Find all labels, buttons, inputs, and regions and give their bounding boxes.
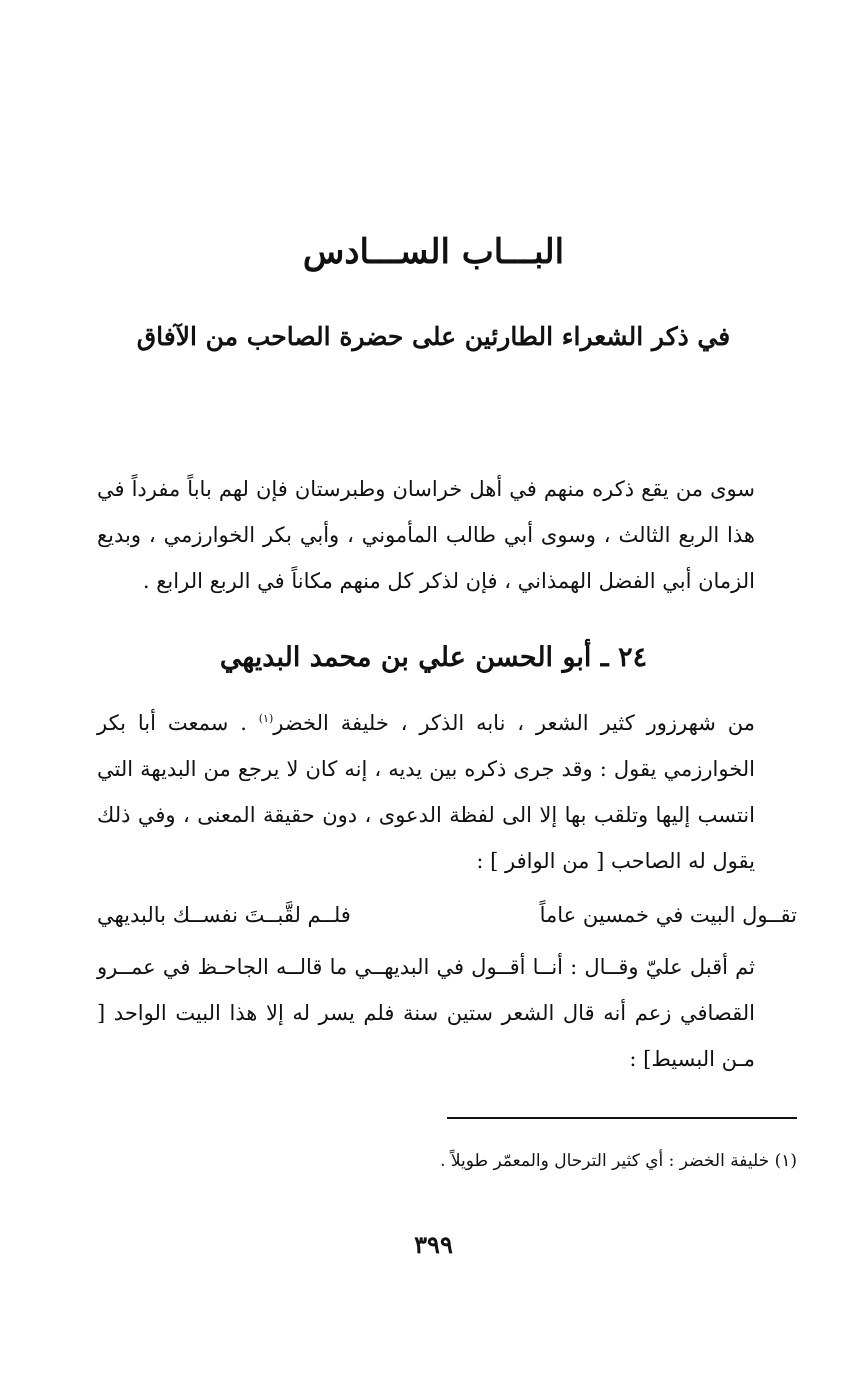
intro-paragraph [97, 466, 797, 604]
footnote-marker: (١) [258, 712, 274, 725]
intro-text: سوى من يقع ذكره منهم في أهل خراسان وطبرستان فإن لهم باباً مفرداً في هذا الربع الثالث ، وسوى أبي طالب المأموني ، وأبي بكر الخوارزمي ، وبديع الزمان أبي الفضل الهمذاني ، فإن لذكر كل منهم مكاناً في الربع الرابع . [97, 477, 755, 593]
bio-before-note: من شهرزور كثير الشعر ، نابه الذكر ، خليفة الخضر [273, 711, 755, 735]
verse-first-hemistich: تقــول البيت في خمسين عاماً [539, 903, 797, 927]
bio-after-note: . سمعت أبا بكر الخوارزمي يقول : وقد جرى ذكره بين يديه ، إنه كان لا يرجع من البديهة التي انتسب إليها وتلقب بها إلا الى لفظة الدعوى ، دون حقيقة المعنى ، وفي ذلك يقول له الصاحب [ من الوافر ] : [97, 711, 755, 873]
after-verse-text: ثم أقبل عليّ وقــال : أنــا أقــول في البديهــي ما قالــه الجاحـظ في عمــرو القصافي زعم أنه قال الشعر ستين سنة فلم يسر له إلا هذا البيت الواحد [ مـن البسيط] : [97, 955, 755, 1071]
footnote-separator [447, 1117, 797, 1119]
poem-verse [97, 890, 797, 940]
page-number: ٣٩٩ [414, 1230, 453, 1259]
entry-heading: ٢٤ ـ أبو الحسن علي بن محمد البديهي [219, 642, 648, 673]
verse-second-hemistich: فلــم لقَّبــتَ نفســك بالبديهي [97, 903, 351, 927]
after-verse-paragraph [97, 944, 797, 1082]
entry-bio-text [97, 700, 797, 884]
entry-bio-paragraph [97, 700, 797, 884]
chapter-subtitle: في ذكر الشعراء الطارئين على حضرة الصاحب من الآفاق [136, 322, 731, 351]
footnote: (١) خليفة الخضر : أي كثير الترحال والمعمّر طويلاً . [440, 1151, 797, 1171]
chapter-title: البـــاب الســـادس [302, 232, 565, 272]
